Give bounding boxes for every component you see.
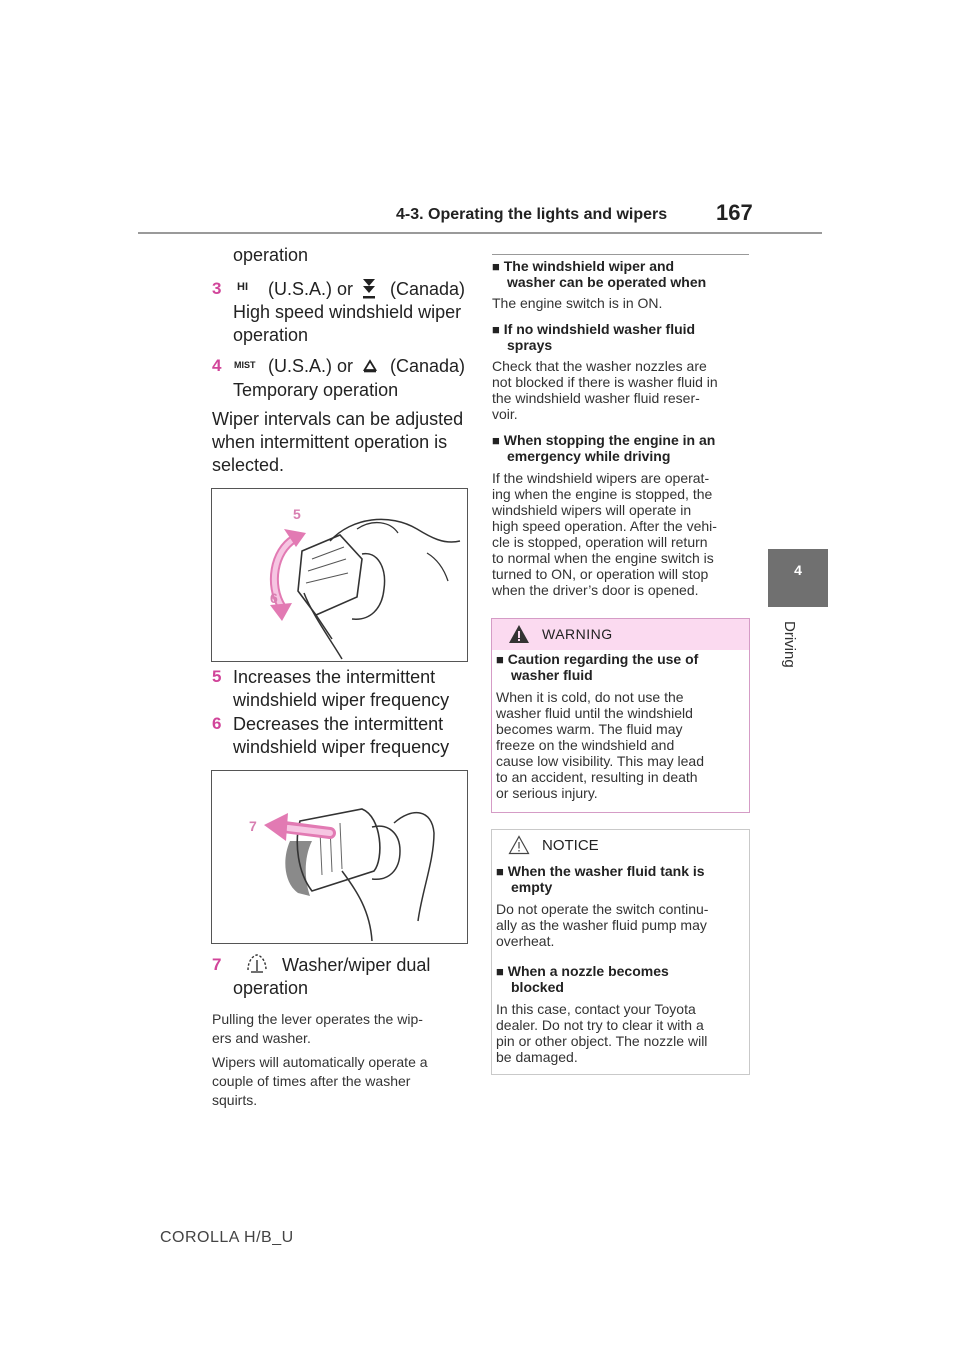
sec2-title-2: sprays <box>507 337 553 353</box>
item7-line-2: operation <box>233 978 309 998</box>
sec3-title-2: emergency while driving <box>507 448 671 464</box>
step-number-3: 3 <box>212 279 222 298</box>
right-column-rule <box>492 254 749 255</box>
item3-usa: (U.S.A.) or <box>268 279 354 299</box>
notice-s2-title-2: blocked <box>511 979 564 995</box>
warning-title-2: washer fluid <box>511 667 593 683</box>
item5-line-2: windshield wiper frequency <box>233 690 450 710</box>
note2-line-1: Wipers will automatically operate a <box>212 1054 428 1070</box>
step-number-6: 6 <box>212 714 222 733</box>
warning-body-5: cause low visibility. This may lead <box>496 753 705 769</box>
figure-label-5: 5 <box>293 506 301 522</box>
notice-s2-body-1: In this case, contact your Toyota <box>496 1001 696 1017</box>
item7-line-1: Washer/wiper dual <box>282 955 431 975</box>
warning-header <box>492 619 749 650</box>
warning-title-1: Caution regarding the use of <box>507 651 699 667</box>
sec3-body-2: ing when the engine is stopped, the <box>492 486 713 502</box>
item3-desc: High speed windshield wiper <box>233 302 462 322</box>
figure-label-7: 7 <box>249 818 257 834</box>
note1-line-2: ers and washer. <box>212 1030 311 1046</box>
notice-s2-title-1: When a nozzle becomes <box>507 963 669 979</box>
note2-line-3: squirts. <box>212 1092 258 1108</box>
header-rule <box>138 232 822 234</box>
chapter-number: 4 <box>794 562 802 578</box>
note1-line-1: Pulling the lever operates the wip- <box>212 1011 423 1027</box>
item6-line-1: Decreases the intermittent <box>233 714 444 734</box>
warning-body-3: becomes warm. The fluid may <box>496 721 683 737</box>
sec3-body-3: windshield wipers will operate in <box>492 502 692 518</box>
section-square: ■ <box>496 652 504 667</box>
section-square: ■ <box>496 964 504 979</box>
warning-body-6: to an accident, resulting in death <box>496 769 698 785</box>
sec3-body-8: when the driver’s door is opened. <box>492 582 699 598</box>
warning-body-2: washer fluid until the windshield <box>496 705 693 721</box>
warning-heading: WARNING <box>542 626 613 642</box>
sec1-title-2: washer can be operated when <box>507 274 707 290</box>
mist-triangle-icon <box>363 359 377 373</box>
sec3-body-5: cle is stopped, operation will return <box>492 534 708 550</box>
section-square: ■ <box>492 259 500 274</box>
warning-body-7: or serious injury. <box>496 785 598 801</box>
footer-model: COROLLA H/B_U <box>160 1229 294 1246</box>
notice-s1-body-3: overheat. <box>496 933 555 949</box>
washer-illustration <box>212 771 467 943</box>
washer-wiper-icon <box>242 950 272 976</box>
intervals-line-3: selected. <box>212 455 285 475</box>
notice-s1-title-1: When the washer fluid tank is <box>507 863 705 879</box>
wiper-frequency-figure <box>211 488 468 662</box>
intervals-line-2: when intermittent operation is <box>212 432 448 452</box>
sec2-body-2: not blocked if there is washer fluid in <box>492 374 718 390</box>
notice-s2-body-2: dealer. Do not try to clear it with a <box>496 1017 704 1033</box>
high-speed-wiper-icon <box>361 277 377 301</box>
item3-canada: (Canada) <box>390 279 466 299</box>
step-number-5: 5 <box>212 667 222 686</box>
section-title: 4-3. Operating the lights and wipers <box>396 206 668 223</box>
item4-usa: (U.S.A.) or <box>268 356 354 376</box>
sec3-body-7: turned to ON, or operation will stop <box>492 566 709 582</box>
page-number: 167 <box>716 200 753 225</box>
item3-desc2: operation <box>233 325 309 345</box>
sec3-body-4: high speed operation. After the vehi- <box>492 518 717 534</box>
chapter-tab[interactable] <box>768 549 828 607</box>
sec3-body-1: If the windshield wipers are operat- <box>492 470 710 486</box>
sec1-title-1: The windshield wiper and <box>503 258 675 274</box>
item5-line-1: Increases the intermittent <box>233 667 436 687</box>
notice-heading: NOTICE <box>542 837 599 854</box>
notice-s1-body-2: ally as the washer fluid pump may <box>496 917 707 933</box>
section-square: ■ <box>492 433 500 448</box>
sec3-body-6: to normal when the engine switch is <box>492 550 714 566</box>
washer-figure <box>211 770 468 944</box>
notice-s2-body-4: be damaged. <box>496 1049 578 1065</box>
mist-icon: MIST <box>234 360 256 370</box>
step-number-7: 7 <box>212 955 222 974</box>
warning-body-1: When it is cold, do not use the <box>496 689 684 705</box>
sec2-body-3: the windshield washer fluid reser- <box>492 390 700 406</box>
warning-icon <box>508 624 530 644</box>
notice-s1-title-2: empty <box>511 879 553 895</box>
step-number-4: 4 <box>212 356 222 375</box>
chapter-name: Driving <box>781 621 798 668</box>
sec3-title-1: When stopping the engine in an <box>503 432 716 448</box>
hi-icon: HI <box>237 281 248 293</box>
notice-s1-body-1: Do not operate the switch continu- <box>496 901 709 917</box>
section-square: ■ <box>492 322 500 337</box>
item4-desc: Temporary operation <box>233 380 399 400</box>
warning-body-4: freeze on the windshield and <box>496 737 675 753</box>
wiper-frequency-illustration <box>212 489 467 661</box>
notice-icon <box>508 835 530 855</box>
sec2-body-1: Check that the washer nozzles are <box>492 358 707 374</box>
notice-s2-body-3: pin or other object. The nozzle will <box>496 1033 708 1049</box>
figure-label-6: 6 <box>270 590 278 606</box>
item4-canada: (Canada) <box>390 356 466 376</box>
sec1-body-1: The engine switch is in ON. <box>492 295 663 311</box>
sec2-body-4: voir. <box>492 406 518 422</box>
intervals-line-1: Wiper intervals can be adjusted <box>212 409 464 429</box>
continued-text: operation <box>233 245 309 265</box>
note2-line-2: couple of times after the washer <box>212 1073 411 1089</box>
sec2-title-1: If no windshield washer fluid <box>503 321 696 337</box>
item6-line-2: windshield wiper frequency <box>233 737 450 757</box>
section-square: ■ <box>496 864 504 879</box>
